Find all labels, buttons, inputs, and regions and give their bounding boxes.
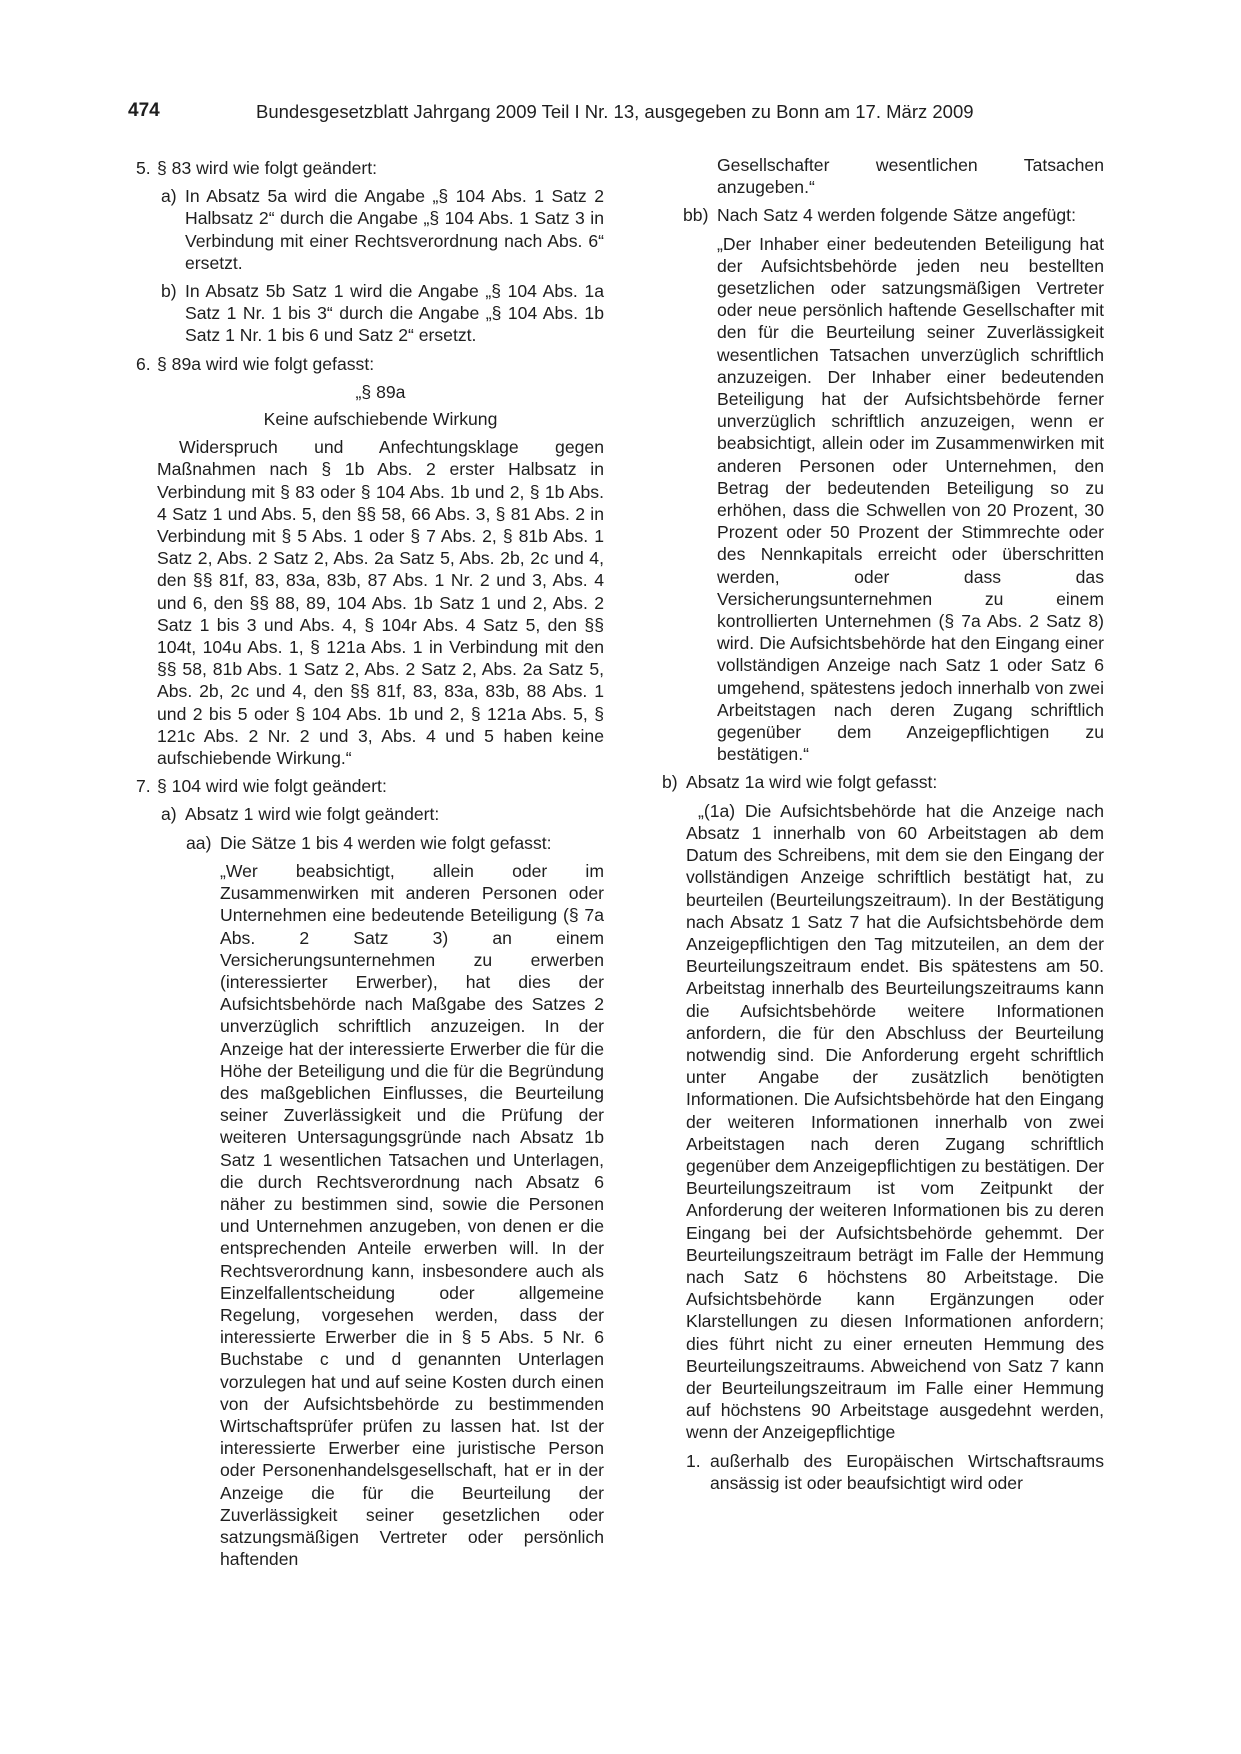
item-bb-heading xyxy=(683,204,1104,226)
right-column xyxy=(662,157,1104,1500)
item-bb xyxy=(683,204,1104,765)
item-6-text: § 89a wird wie folgt gefasst: xyxy=(157,353,375,374)
item-6 xyxy=(136,353,604,375)
item-5a-text: In Absatz 5a wird die Angabe „§ 104 Abs. 1 Satz 2 Halbsatz 2“ durch die Angabe „§ 104 Abs. 1 Satz 3 in Verbindung mit einer Rechtsverordnung nach Abs. 6“ ersetzt. xyxy=(185,186,604,273)
left-column xyxy=(136,157,604,1570)
item-7a-aa-heading xyxy=(186,832,604,854)
item-b-1-text: außerhalb des Europäischen Wirtschaftsraums ansässig ist oder beaufsichtigt wird oder xyxy=(710,1450,1104,1493)
quote-aa-continued: Gesellschafter wesentlichen Tatsachen anzugeben.“ xyxy=(717,155,1104,198)
quote-bb: „Der Inhaber einer bedeutenden Beteiligung hat der Aufsichtsbehörde jeden neu bestellten gesetzlichen oder satzungsmäßigen Vertreter oder neue persönlich haftende Gesellschafter mit den für die Beurteilung seiner Zuverlässigkeit wesentlichen Tatsachen unverzüglich schriftlich anzuzeigen. Der Inhaber einer bedeutenden Beteiligung hat der Aufsichtsbehörde ferner unverzüglich schriftlich anzuzeigen, wenn er beabsichtigt, allein oder im Zusammenwirken mit anderen Personen oder Unternehmen, den Betrag der bedeutenden Beteiligung so zu erhöhen, dass die Schwellen von 20 Prozent, 30 Prozent oder 50 Prozent der Stimmrechte oder des Nennkapitals erreicht oder überschritten werden, oder dass das Versicherungsunternehmen zu einem kontrollierten Unternehmen (§ 7a Abs. 2 Satz 8) wird. Die Aufsichtsbehörde hat den Eingang einer vollständigen Anzeige nach Satz 1 oder Satz 6 umgehend, spätestens jedoch innerhalb von zwei Arbeitstagen nach deren Zugang schriftlich gegenüber dem Anzeigepflichtigen zu bestätigen.“ xyxy=(717,233,1104,765)
quote-b: „(1a) Die Aufsichtsbehörde hat die Anzeige nach Absatz 1 innerhalb von 60 Arbeitstagen ab dem Datum des Schreibens, mit dem sie den Eingang der vollständigen Anzeige schriftlich bestätigt hat, zu beurteilen (Beurteilungszeitraum). In der Bestätigung nach Absatz 1 Satz 7 hat die Aufsichtsbehörde dem Anzeigepflichtigen den Tag mitzuteilen, an dem der Beurteilungszeitraum endet. Bis spätestens am 50. Arbeitstag innerhalb des Beurteilungszeitraums kann die Aufsichtsbehörde weitere Informationen anfordern, die für den Abschluss der Beurteilung notwendig sind. Die Anforderung ergeht schriftlich unter Angabe der zusätzlich benötigten Informationen. Die Aufsichtsbehörde hat den Eingang der weiteren Informationen innerhalb von zwei Arbeitstagen nach deren Zugang schriftlich gegenüber dem Anzeigepflichtigen zu bestätigen. Der Beurteilungszeitraum ist vom Zeitpunkt der Anforderung der weiteren Informationen bis zu deren Eingang bei der Aufsichtsbehörde gehemmt. Der Beurteilungszeitraum beträgt im Falle der Hemmung nach Satz 6 höchstens 80 Arbeitstage. Die Aufsichtsbehörde kann Ergänzungen oder Klarstellungen zu diesen Informationen anfordern; dies führt nicht zu einer erneuten Hemmung des Beurteilungszeitraums. Abweichend von Satz 7 kann der Beurteilungszeitraum im Falle einer Hemmung auf höchstens 90 Arbeitstage ausgedehnt werden, wenn der Anzeigepflichtige xyxy=(686,800,1104,1443)
item-5b-label: b) xyxy=(161,281,177,302)
item-5-text: § 83 wird wie folgt geändert: xyxy=(157,158,378,178)
item-6-label: 6. xyxy=(136,353,151,374)
item-b-label: b) xyxy=(662,772,678,793)
item-7a-heading xyxy=(161,803,604,825)
page-number: 474 xyxy=(128,100,160,121)
item-5b-text: In Absatz 5b Satz 1 wird die Angabe „§ 104 Abs. 1a Satz 1 Nr. 1 bis 3“ durch die Angabe „§ 104 Abs. 1b Satz 1 Nr. 1 bis 6 und Satz 2“ ersetzt. xyxy=(185,281,604,346)
item-7a-text: Absatz 1 wird wie folgt geändert: xyxy=(185,804,440,825)
item-bb-label: bb) xyxy=(683,205,709,226)
item-b-text: Absatz 1a wird wie folgt gefasst: xyxy=(686,772,938,793)
item-7a-aa xyxy=(186,832,604,1571)
item-5a-label: a) xyxy=(161,186,177,207)
item-7a-label: a) xyxy=(161,804,177,825)
item-bb-text: Nach Satz 4 werden folgende Sätze angefügt: xyxy=(717,205,1076,226)
item-7 xyxy=(136,775,604,797)
item-5 xyxy=(136,157,604,179)
item-b-1 xyxy=(686,1450,1104,1494)
item-5-subitems xyxy=(161,185,604,346)
item-b xyxy=(662,771,1104,793)
item-5b xyxy=(161,280,604,347)
item-7a-aa-label: aa) xyxy=(186,832,212,853)
item-7-text: § 104 wird wie folgt geändert: xyxy=(157,776,387,797)
section-title: Keine aufschiebende Wirkung xyxy=(263,409,498,430)
item-b-1-label: 1. xyxy=(686,1450,701,1471)
item-7a-aa-text: Die Sätze 1 bis 4 werden wie folgt gefasst: xyxy=(220,832,552,853)
running-head: Bundesgesetzblatt Jahrgang 2009 Teil I Nr. 13, ausgegeben zu Bonn am 17. März 2009 xyxy=(256,101,974,122)
item-5a xyxy=(161,185,604,274)
item-7-label: 7. xyxy=(136,776,151,797)
item-7a xyxy=(161,803,604,1570)
section-body: Widerspruch und Anfechtungsklage gegen Maßnahmen nach § 1b Abs. 2 erster Halbsatz in Verbindung mit § 83 oder § 104 Abs. 1b und 2, § 1b Abs. 4 Satz 1 und Abs. 5, den §§ 58, 66 Abs. 3, § 81 Abs. 2 in Verbindung mit § 5 Abs. 1 oder § 7 Abs. 2, § 81b Abs. 1 Satz 2, Abs. 2 Satz 2, Abs. 2a Satz 5, Abs. 2b, 2c und 4, den §§ 81f, 83, 83a, 83b, 87 Abs. 1 Nr. 2 und 3, Abs. 4 und 6, den §§ 88, 89, 104 Abs. 1b Satz 1 und 2, Abs. 2 Satz 1 bis 3 und Abs. 4, § 104r Abs. 4 Satz 5, den §§ 104t, 104u Abs. 1, § 121a Abs. 1 in Verbindung mit den §§ 58, 81b Abs. 1 Satz 2, Abs. 2 Satz 2, Abs. 2a Satz 5, Abs. 2b, 2c und 4, den §§ 81f, 83, 83a, 83b, 88 Abs. 1 und 2 bis 5 oder § 104 Abs. 1b und 2, § 121a Abs. 5, § 121c Abs. 2 Nr. 2 und 3, Abs. 4 und 5 haben keine aufschiebende Wirkung.“ xyxy=(157,437,604,769)
quote-aa: „Wer beabsichtigt, allein oder im Zusammenwirken mit anderen Personen oder Unternehmen eine bedeutende Beteiligung (§ 7a Abs. 2 Satz 3) an einem Versicherungsunternehmen zu erwerben (interessierter Erwerber), hat dies der Aufsichtsbehörde nach Maßgabe des Satzes 2 unverzüglich schriftlich anzuzeigen. In der Anzeige hat der interessierte Erwerber die für die Höhe der Beteiligung und die für die Begründung des maßgeblichen Einflusses, die Beurteilung seiner Zuverlässigkeit und die Prüfung der weiteren Untersagungsgründe nach Absatz 1b Satz 1 wesentlichen Tatsachen und Unterlagen, die durch Rechtsverordnung nach Absatz 6 näher zu bestimmen sind, sowie die Personen und Unternehmen anzugeben, von denen er die entsprechenden Anteile erwerben will. In der Rechtsverordnung kann, insbesondere auch als Einzelfallentscheidung oder allgemeine Regelung, vorgesehen werden, dass der interessierte Erwerber die in § 5 Abs. 5 Nr. 6 Buchstabe c und d genannten Unterlagen vorzulegen hat und auf seine Kosten durch einen von der Aufsichtsbehörde zu bestimmenden Wirtschaftsprüfer prüfen zu lassen hat. Ist der interessierte Erwerber eine juristische Person oder Personenhandelsgesellschaft, hat er in der Anzeige die für die Beurteilung der Zuverlässigkeit seiner gesetzlichen oder satzungsmäßigen Vertreter oder persönlich haftenden xyxy=(220,860,604,1570)
section-heading: „§ 89a xyxy=(355,381,406,402)
item-5-label: 5. xyxy=(136,158,151,178)
